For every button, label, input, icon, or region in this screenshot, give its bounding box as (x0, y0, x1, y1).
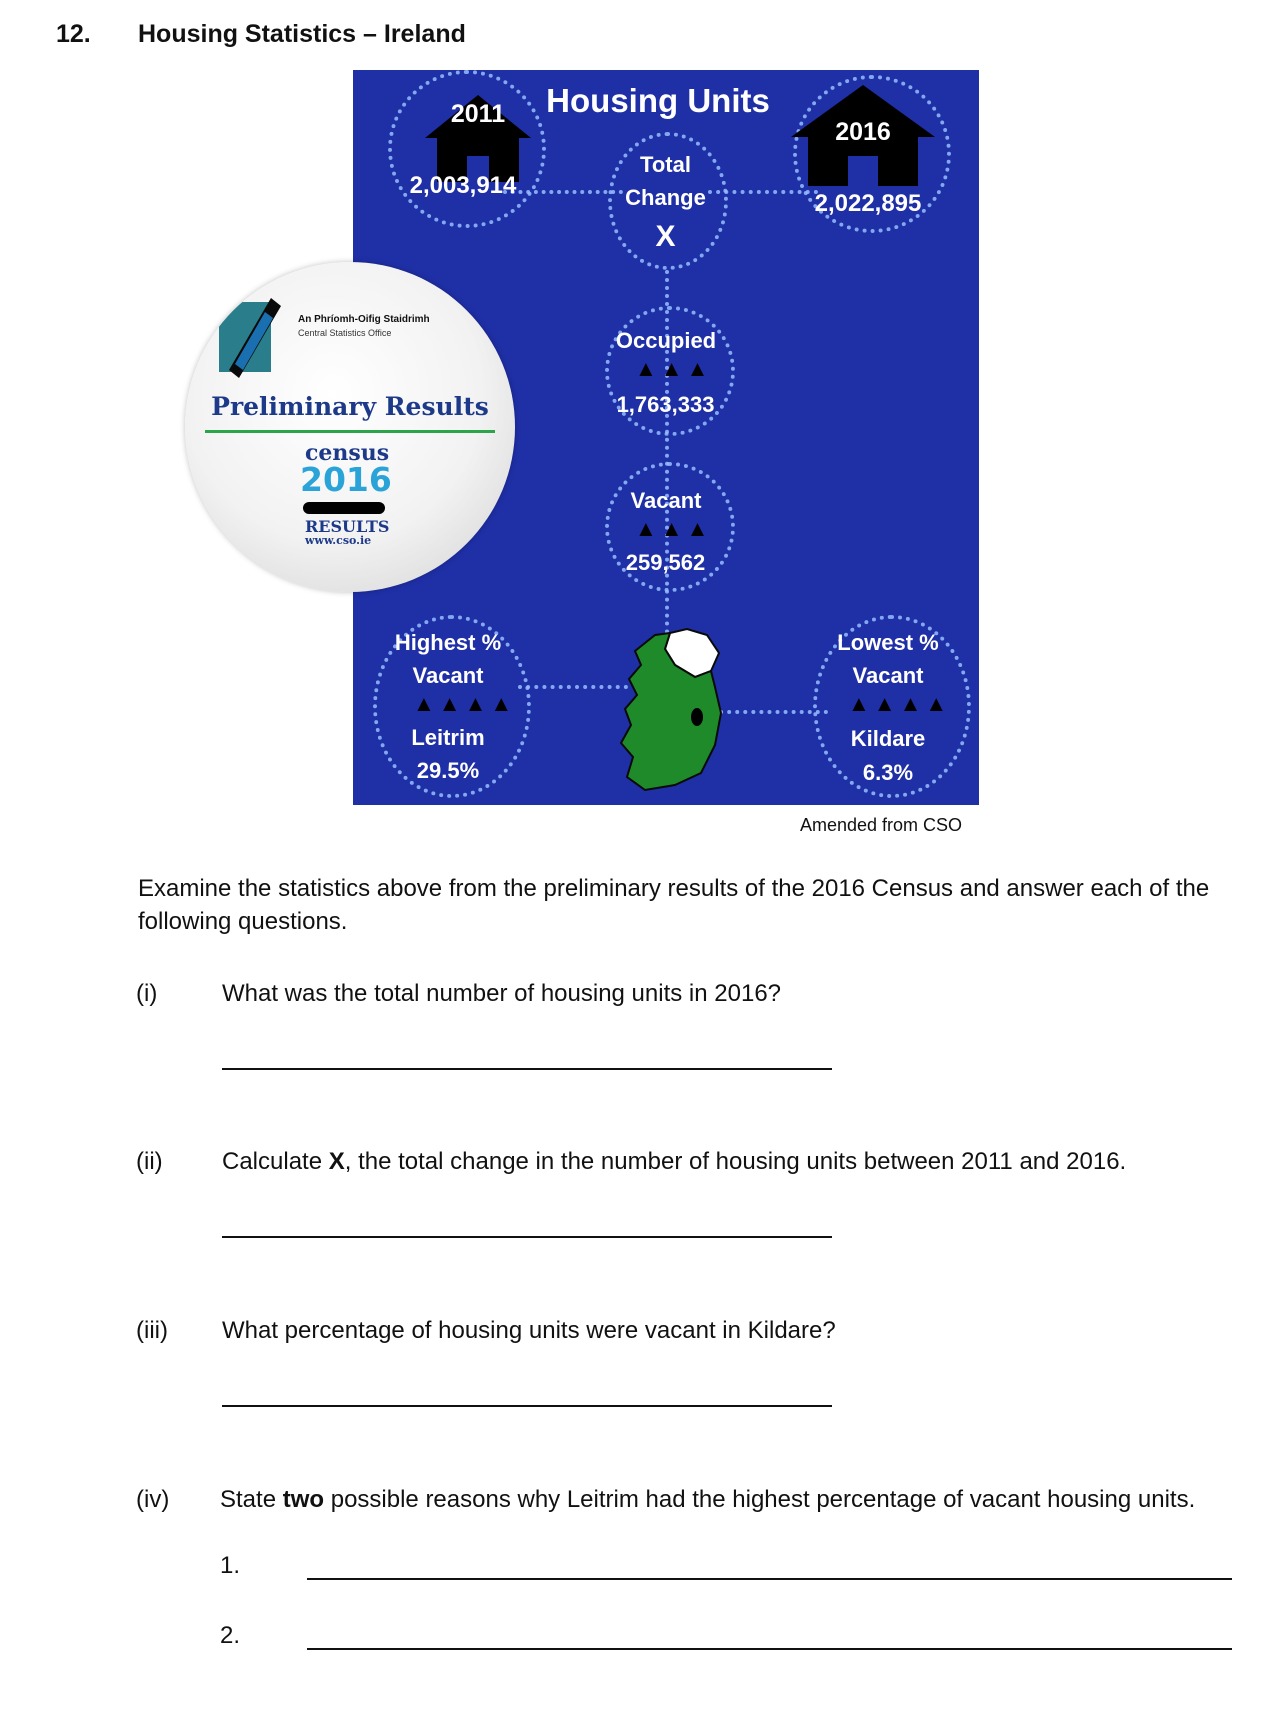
highest-county: Leitrim (411, 725, 485, 750)
source-credit: Amended from CSO (800, 815, 963, 835)
year-2011-label: 2011 (450, 100, 506, 128)
logo-url: www.cso.ie (305, 534, 372, 547)
lowest-houses-icon: ▲ ▲ ▲ ▲ (848, 691, 948, 716)
lowest-percent: 6.3% (862, 760, 914, 785)
question-number: 12. (56, 20, 91, 48)
vacant-houses-icon: ▲ ▲ ▲ (635, 516, 709, 541)
answer-line-iv-1[interactable] (307, 1578, 1232, 1580)
answer-line-i[interactable] (222, 1068, 832, 1070)
cso-english-name: Central Statistics Office (298, 328, 392, 338)
total-change-line1: Total (640, 152, 691, 177)
cso-logo-icon (215, 292, 285, 392)
answer-line-iv-2[interactable] (307, 1648, 1232, 1650)
answer-line-ii[interactable] (222, 1236, 832, 1238)
part-ii-text: Calculate X, the total change in the number of housing units between 2011 and 2016. (222, 1148, 1127, 1175)
part-iii-label: (iii) (136, 1317, 168, 1344)
logo-heading: Preliminary Results (211, 392, 489, 421)
logo-bar (303, 502, 385, 514)
occupied-label: Occupied (615, 328, 717, 353)
value-2011: 2,003,914 (409, 172, 517, 199)
part-iv-text: State two possible reasons why Leitrim had the highest percentage of vacant housing units. (220, 1486, 1196, 1513)
year-2016-label: 2016 (835, 118, 891, 146)
question-title: Housing Statistics – Ireland (138, 20, 466, 48)
dotted-connector (518, 685, 628, 689)
part-iv-label: (iv) (136, 1486, 170, 1513)
logo-divider (205, 430, 495, 433)
cso-irish-name: An Phríomh-Oifig Staidrimh (298, 314, 430, 325)
part-iv-item2-label: 2. (220, 1622, 241, 1649)
total-change-value: X (655, 220, 676, 253)
logo-year: 2016 (300, 460, 392, 499)
highest-houses-icon: ▲ ▲ ▲ ▲ (413, 691, 513, 716)
total-change-line2: Change (625, 185, 706, 210)
infographic-title: Housing Units (546, 82, 770, 119)
ireland-map (615, 625, 735, 795)
lowest-line2: Vacant (852, 663, 924, 688)
logo-census: census (305, 440, 390, 466)
part-ii-label: (ii) (136, 1148, 163, 1175)
part-iv-item1-label: 1. (220, 1552, 241, 1579)
highest-percent: 29.5% (416, 758, 480, 783)
part-i-label: (i) (136, 980, 158, 1007)
cso-census-logo (185, 262, 515, 592)
intro-paragraph: Examine the statistics above from the preliminary results of the 2016 Census and answer each of the following questions. (138, 875, 1210, 935)
part-iii-text: What percentage of housing units were vacant in Kildare? (222, 1317, 836, 1344)
logo-results: RESULTS (305, 517, 390, 536)
part-i-text: What was the total number of housing units in 2016? (222, 980, 782, 1007)
highest-line2: Vacant (412, 663, 484, 688)
value-2016: 2,022,895 (814, 190, 922, 217)
lowest-line1: Lowest % (837, 630, 939, 655)
vacant-value: 259,562 (625, 550, 706, 575)
occupied-houses-icon: ▲ ▲ ▲ (635, 356, 709, 381)
highest-line1: Highest % (394, 630, 502, 655)
lowest-county: Kildare (850, 726, 926, 751)
answer-line-iii[interactable] (222, 1405, 832, 1407)
vacant-label: Vacant (630, 488, 702, 513)
occupied-value: 1,763,333 (616, 392, 715, 417)
